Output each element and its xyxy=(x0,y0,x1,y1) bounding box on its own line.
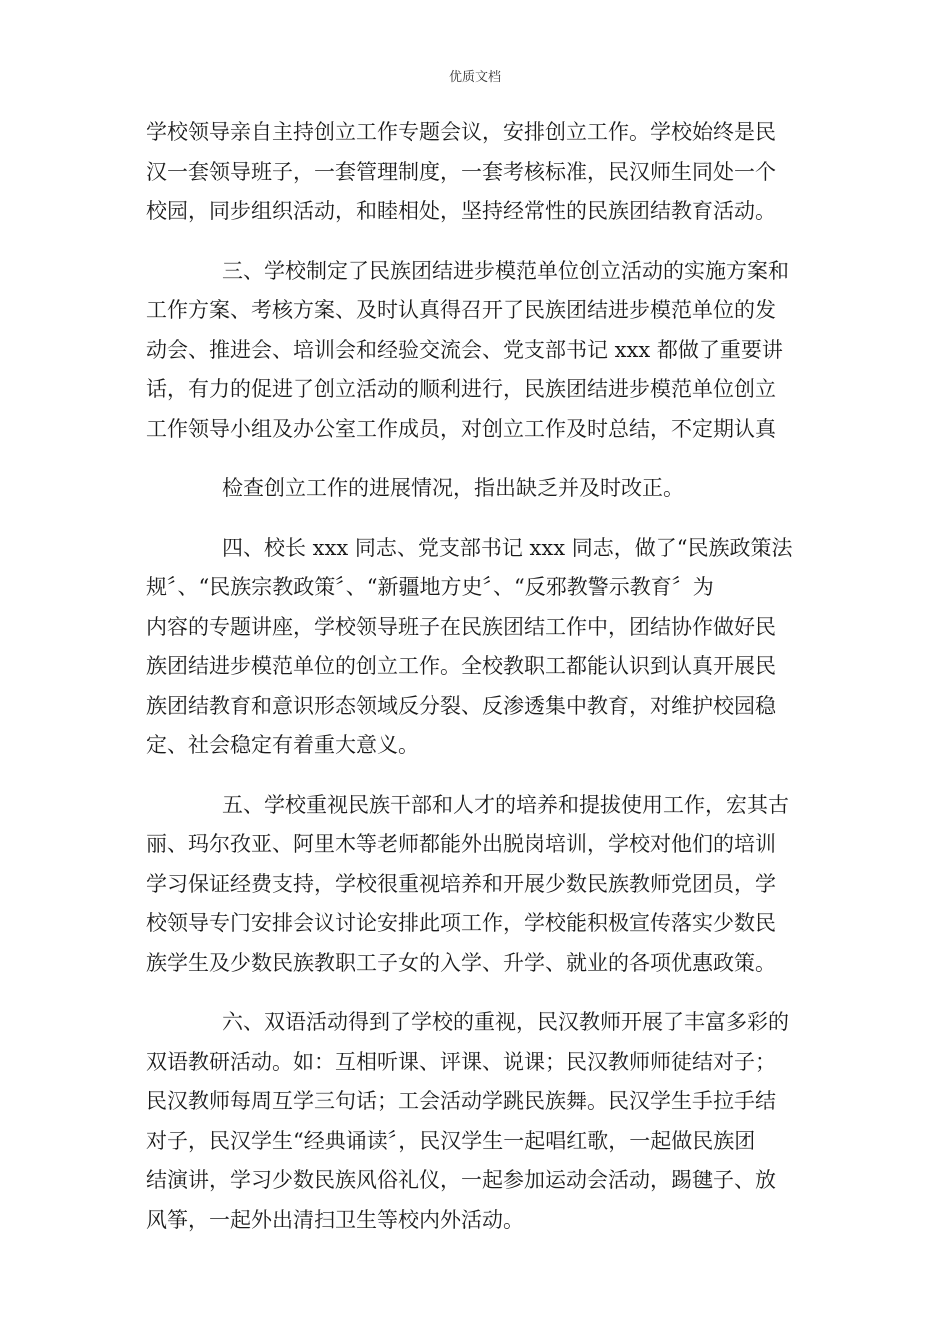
paragraph-line: 民汉教师每周互学三句话；工会活动学跳民族舞。民汉学生手拉手结 xyxy=(146,1089,776,1113)
paragraph-line: 五、学校重视民族干部和人才的培养和提拔使用工作，宏其古 xyxy=(222,792,789,817)
paragraph-line: 校园，同步组织活动，和睦相处，坚持经常性的民族团结教育活动。 xyxy=(146,199,776,223)
paragraph-line: 动会、推进会、培训会和经验交流会、党支部书记 xxx 都做了重要讲 xyxy=(146,337,783,362)
paragraph-5 xyxy=(146,1003,806,1240)
paragraph-3 xyxy=(146,529,806,766)
paragraph-line: 工作方案、考核方案、及时认真得召开了民族团结进步模范单位的发 xyxy=(146,298,776,322)
paragraph-line: 丽、玛尔孜亚、阿里木等老师都能外出脱岗培训，学校对他们的培训 xyxy=(146,832,776,856)
paragraph-line: 四、校长 xxx 同志、党支部书记 xxx 同志，做了“民族政策法 xyxy=(222,535,793,560)
paragraph-line: 规〞、“民族宗教政策〞、“新疆地方史〞、“反邪教警示教育〞为 xyxy=(146,575,714,599)
paragraph-2-continuation: 检查创立工作的进展情况，指出缺乏并及时改正。 xyxy=(222,476,684,500)
paragraph-line: 三、学校制定了民族团结进步模范单位创立活动的实施方案和 xyxy=(222,258,789,283)
paragraph-line: 内容的专题讲座，学校领导班子在民族团结工作中，团结协作做好民 xyxy=(146,614,776,639)
paragraph-line: 风筝，一起外出清扫卫生等校内外活动。 xyxy=(146,1207,524,1232)
paragraph-line: 学校领导亲自主持创立工作专题会议，安排创立工作。学校始终是民 xyxy=(146,120,776,144)
paragraph-line: 族学生及少数民族教职工子女的入学、升学、就业的各项优惠政策。 xyxy=(146,950,776,975)
paragraph-line: 结演讲，学习少数民族风俗礼仪，一起参加运动会活动，踢毽子、放 xyxy=(146,1168,776,1192)
document-body xyxy=(146,113,806,1260)
paragraph-line: 六、双语活动得到了学校的重视，民汉教师开展了丰富多彩的 xyxy=(222,1010,789,1034)
paragraph-line: 工作领导小组及办公室工作成员，对创立工作及时总结，不定期认真 xyxy=(146,416,776,441)
paragraph-2 xyxy=(146,252,806,450)
paragraph-line: 汉一套领导班子，一套管理制度，一套考核标准，民汉师生同处一个 xyxy=(146,159,776,184)
paragraph-1 xyxy=(146,113,806,232)
paragraph-line: 学习保证经费支持，学校很重视培养和开展少数民族教师党团员，学 xyxy=(146,871,776,896)
paragraph-line: 校领导专门安排会议讨论安排此项工作，学校能积极宣传落实少数民 xyxy=(146,911,776,935)
page-header: 优质文档 xyxy=(448,70,501,85)
paragraph-line: 族团结教育和意识形态领域反分裂、反渗透集中教育，对维护校园稳 xyxy=(146,693,776,718)
paragraph-line: 对子，民汉学生“经典诵读〞，民汉学生一起唱红歌，一起做民族团 xyxy=(146,1128,756,1153)
paragraph-line: 定、社会稳定有着重大意义。 xyxy=(146,733,419,757)
paragraph-line: 双语教研活动。如：互相听课、评课、说课；民汉教师师徒结对子； xyxy=(146,1049,776,1074)
paragraph-line: 话，有力的促进了创立活动的顺利进行，民族团结进步模范单位创立 xyxy=(146,377,776,401)
paragraph-4 xyxy=(146,786,806,984)
paragraph-line: 族团结进步模范单位的创立工作。全校教职工都能认识到认真开展民 xyxy=(146,654,776,678)
